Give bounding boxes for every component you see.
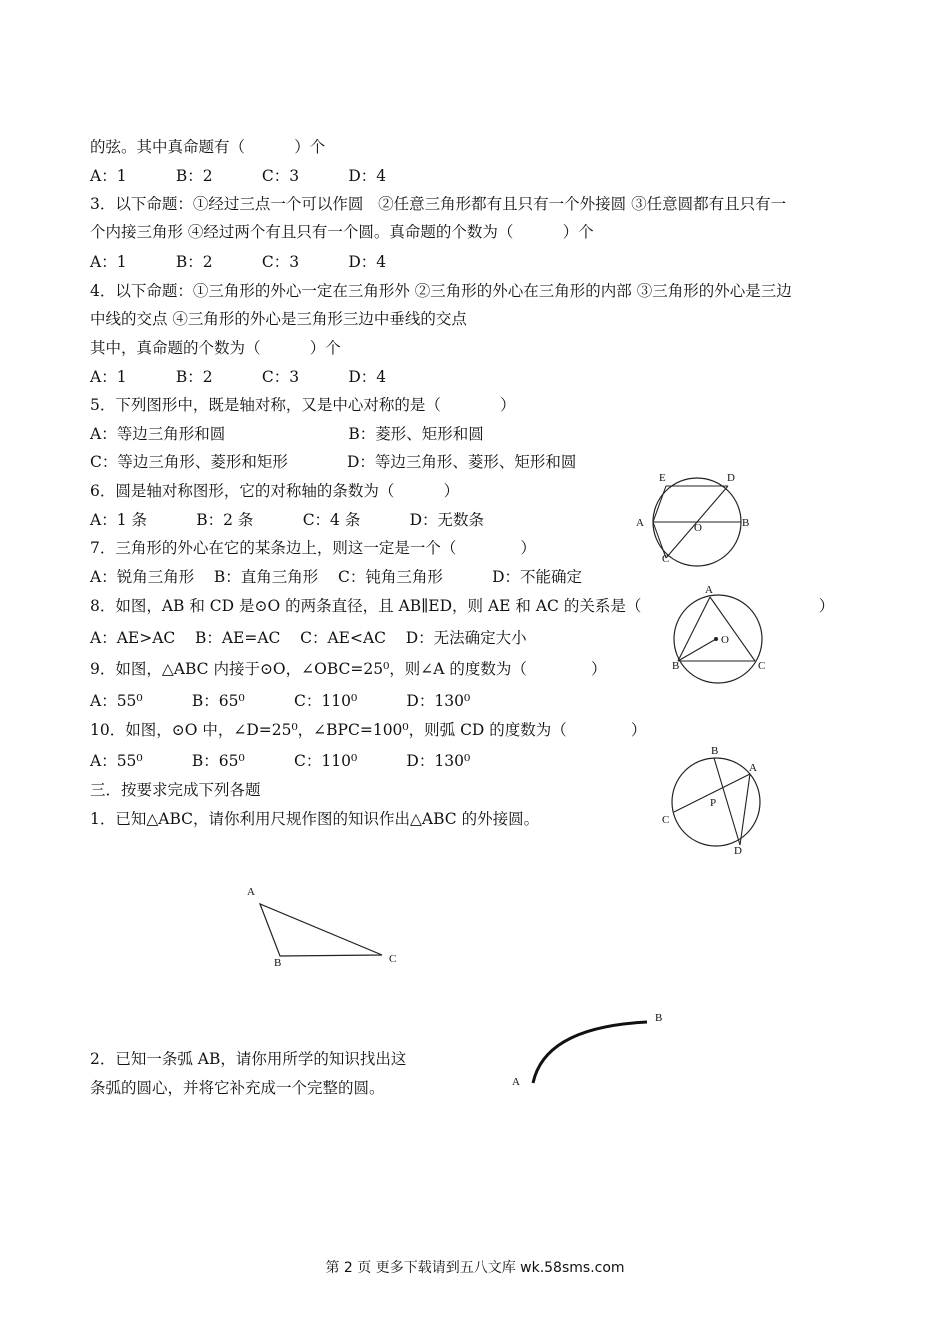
text-line: A：1 条 B：2 条 C：4 条 D：无数条 <box>90 511 485 529</box>
text-line: A：AE>AC B：AE=AC C：AE<AC D：无法确定大小 <box>90 629 527 647</box>
text-line: 个内接三角形 ④经过两个有且只有一个圆。真命题的个数为（ ）个 <box>90 223 594 241</box>
point-label-b: B <box>672 660 680 672</box>
point-label-b: B <box>274 957 282 969</box>
text-line: 条弧的圆心，并将它补充成一个完整的圆。 <box>90 1079 385 1097</box>
point-label-c: C <box>758 660 766 672</box>
point-label-c: C <box>662 553 670 565</box>
point-label-a: A <box>705 584 713 596</box>
text-line: A：1 B：2 C：3 D：4 <box>90 167 387 185</box>
text-line: 5．下列图形中，既是轴对称，又是中心对称的是（ ） <box>90 396 516 414</box>
text-line: 7．三角形的外心在它的某条边上，则这一定是一个（ ） <box>90 539 536 557</box>
point-label-e: E <box>659 472 666 484</box>
point-label-d: D <box>727 472 735 484</box>
text-line: 1．已知△ABC，请你利用尺规作图的知识作出△ABC 的外接圆。 <box>90 810 540 828</box>
text-line: A：1 B：2 C：3 D：4 <box>90 253 387 271</box>
point-label-a: A <box>247 886 255 898</box>
text-line: 三．按要求完成下列各题 <box>90 781 261 799</box>
point-label-c: C <box>389 953 397 965</box>
page-footer: 第 2 页 更多下载请到五八文库 wk.58sms.com <box>325 1260 625 1276</box>
text-line: A：1 B：2 C：3 D：4 <box>90 368 387 386</box>
point-label-d: D <box>734 845 742 857</box>
point-label-o: O <box>721 634 729 646</box>
point-label-a: A <box>636 517 644 529</box>
text-line: 2．已知一条弧 AB，请你用所学的知识找出这 <box>90 1050 407 1068</box>
text-line: 6．圆是轴对称图形，它的对称轴的条数为（ ） <box>90 482 460 500</box>
point-label-b: B <box>711 745 719 757</box>
text-line: A：55⁰ B：65⁰ C：110⁰ D：130⁰ <box>90 692 471 710</box>
point-label-b: B <box>655 1012 663 1024</box>
circle-diagram-q8 <box>628 466 758 566</box>
point-label-o: O <box>694 522 702 534</box>
text-line: C：等边三角形、菱形和矩形 D：等边三角形、菱形、矩形和圆 <box>90 453 577 471</box>
triangle-diagram <box>240 880 410 970</box>
point-label-b: B <box>742 517 750 529</box>
text-line: A：55⁰ B：65⁰ C：110⁰ D：130⁰ <box>90 752 471 770</box>
text-line: 9．如图，△ABC 内接于⊙O，∠OBC=25⁰，则∠A 的度数为（ ） <box>90 660 607 678</box>
text-line: 10．如图，⊙O 中，∠D=25⁰，∠BPC=100⁰，则弧 CD 的度数为（ ） <box>90 721 647 739</box>
text-line: 8．如图，AB 和 CD 是⊙O 的两条直径，且 AB∥ED，则 AE 和 AC 的关系是（ ） <box>90 597 835 615</box>
circle-diagram-q9 <box>668 582 778 692</box>
point-label-a: A <box>512 1076 520 1088</box>
arc-diagram <box>505 1005 675 1095</box>
text-line: 3．以下命题：①经过三点一个可以作圆 ②任意三角形都有且只有一个外接圆 ③任意圆都有且只有一 <box>90 195 787 213</box>
point-label-c: C <box>662 814 670 826</box>
point-label-p: P <box>710 797 717 809</box>
text-line: 4．以下命题：①三角形的外心一定在三角形外 ②三角形的外心在三角形的内部 ③三角形的外心是三边 <box>90 282 792 300</box>
text-line: 中线的交点 ④三角形的外心是三角形三边中垂线的交点 <box>90 310 467 328</box>
circle-diagram-q10 <box>658 742 768 858</box>
point-label-a: A <box>749 762 757 774</box>
text-line: 的弦。其中真命题有（ ）个 <box>90 138 326 156</box>
text-line: A：等边三角形和圆 B：菱形、矩形和圆 <box>90 425 484 443</box>
text-line: A：锐角三角形 B：直角三角形 C：钝角三角形 D：不能确定 <box>90 568 583 586</box>
text-line: 其中，真命题的个数为（ ）个 <box>90 339 341 357</box>
